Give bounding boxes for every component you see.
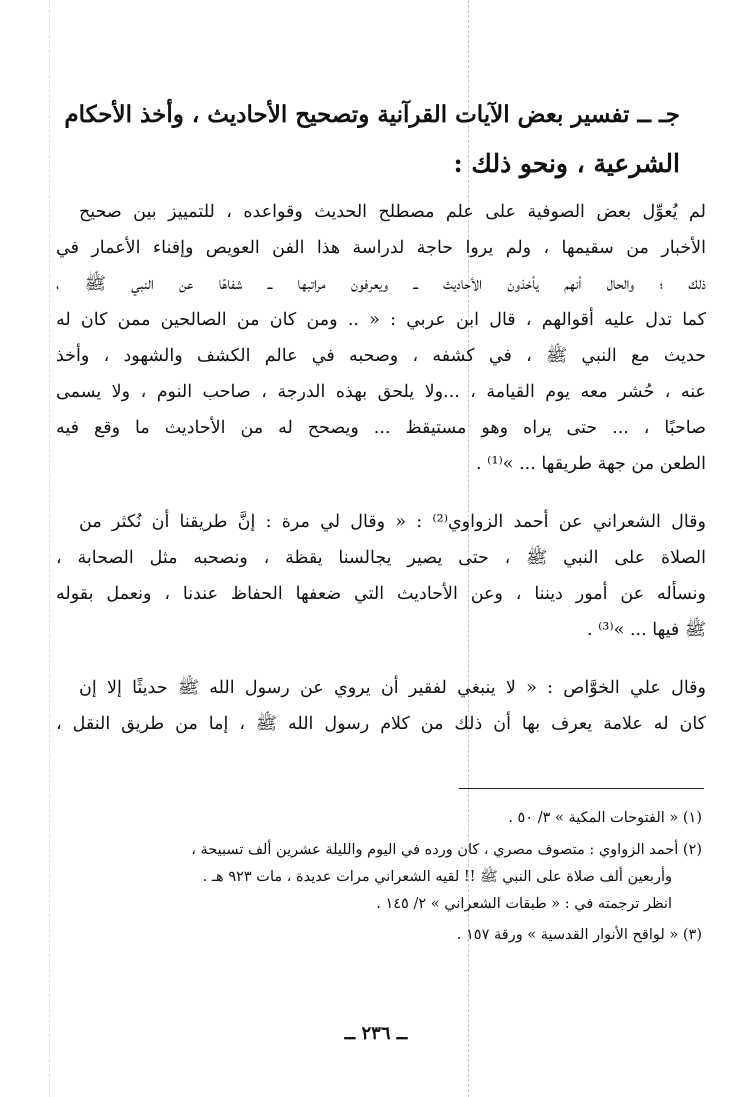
section-heading-line-1: جـ ــ تفسير بعض الآيات القرآنية وتصحيح الأحاديث ، وأخذ الأحكام xyxy=(64,101,680,128)
paragraph-1-line: ذلك ؛ والحال أنهم يأخذون الأحاديث ــ ويعرفون مراتبها ــ شفاهًا عن النبي ﷺ ، xyxy=(56,274,706,294)
paragraph-2-line: الصلاة على النبي ﷺ ، حتى يصير يجالسنا يقظة ، ونصحبه مثل الصحابة ، xyxy=(56,548,706,568)
footnote: (٣) « لواقح الأنوار القدسية » ورقة ١٥٧ . xyxy=(456,927,702,943)
paragraph-3-line: كان له علامة يعرف بها أن ذلك من كلام رسول الله ﷺ ، إما من طريق النقل ، xyxy=(56,714,706,734)
paragraph-2-line: ﷺ فيها ... »⁽³⁾ . xyxy=(586,620,706,640)
scan-artifact-line xyxy=(49,0,50,1097)
paragraph-1-line: الأخبار من سقيمها ، ولم يروا حاجة لدراسة هذا الفن العويص وإفناء الأعمار في xyxy=(56,238,706,258)
section-heading-line-2: الشرعية ، ونحو ذلك : xyxy=(453,149,680,178)
footnote: (٢) أحمد الزواوي : متصوف مصري ، كان ورده في اليوم والليلة عشرين ألف تسبيحة ، xyxy=(191,842,702,858)
footnote-continuation: وأربعين ألف صلاة على النبي ﷺ !! لقيه الشعراني مرات عديدة ، مات ٩٢٣ هـ . xyxy=(202,869,672,885)
paragraph-2-line: ونسأله عن أمور ديننا ، وعن الأحاديث التي ضعفها الحفاظ عندنا ، ونعمل بقوله xyxy=(56,584,706,604)
paragraph-1-line: صاحبًا ، ... حتى يراه وهو مستيقظ ... ويصحح له من الأحاديث ما وقع فيه xyxy=(56,418,706,438)
paragraph-1-line: كما تدل عليه أقوالهم ، قال ابن عربي : « .. ومن كان من الصالحين ممن كان له xyxy=(56,310,706,330)
paragraph-1-line: لم يُعوِّل بعض الصوفية على علم مصطلح الحديث وقواعده ، للتمييز بين صحيح xyxy=(79,202,706,222)
paragraph-1-line: عنه ، حُشر معه يوم القيامة ، ...ولا يلحق بهذه الدرجة ، صاحب النوم ، ولا يسمى xyxy=(56,382,706,402)
footnote-continuation: انظر ترجمته في : « طبقات الشعراني » ٢/ ١٤٥ . xyxy=(376,896,672,912)
footnote-separator xyxy=(459,788,704,789)
footnote: (١) « الفتوحات المكية » ٣/ ٥٠ . xyxy=(508,810,702,826)
page-number: ــ ٢٣٦ ــ xyxy=(344,1023,408,1044)
paragraph-2-line: وقال الشعراني عن أحمد الزواوي⁽²⁾ : « وقال لي مرة : إنَّ طريقنا أن نُكثر من xyxy=(79,512,706,532)
paragraph-1-line: حديث مع النبي ﷺ ، في كشفه ، وصحبه في عالم الكشف والشهود ، وأخذ xyxy=(56,346,706,366)
paragraph-3-line: وقال علي الخوَّاص : « لا ينبغي لفقير أن يروي عن رسول الله ﷺ حديثًا إلا إن xyxy=(79,678,706,698)
paragraph-1-line: الطعن من جهة طريقها ... »⁽¹⁾ . xyxy=(476,454,706,474)
